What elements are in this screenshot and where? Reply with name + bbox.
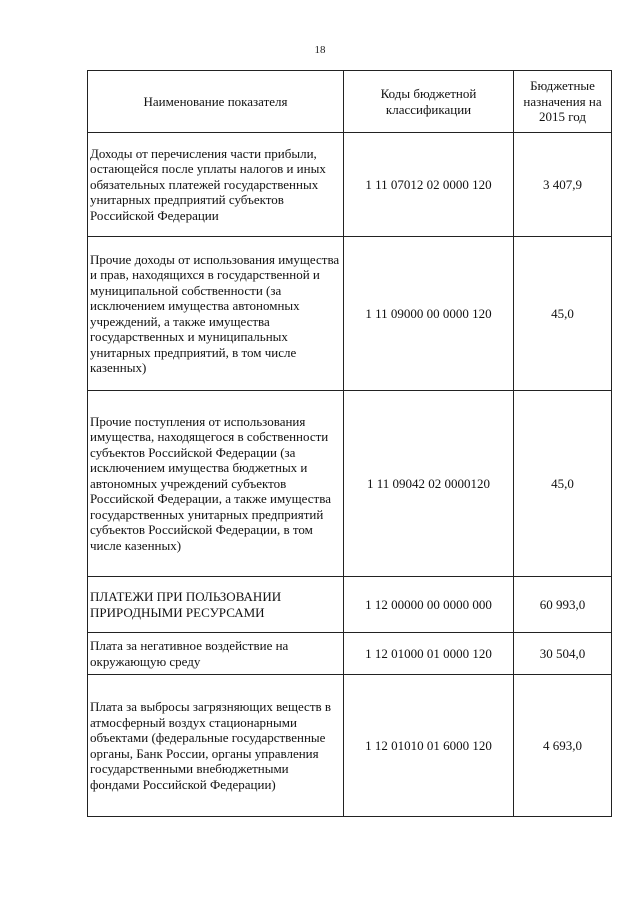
table-header-row [88,71,612,133]
row-name: Доходы от перечисления части прибыли, остающейся после уплаты налогов и иных обязательных платежей государственных унитарных предприятий субъектов Российской Федерации [88,133,344,237]
row-name: Плата за негативное воздействие на окружающую среду [88,633,344,675]
row-name: Прочие поступления от использования имущества, находящегося в собственности субъектов Российской Федерации (за исключением имущества бюджетных и автономных учреждений субъектов Российской Федерации, а также имущества государственных унитарных предприятий субъектов Российской Федерации, в том числе казенных) [88,391,344,577]
table-row [88,391,612,577]
row-amount: 45,0 [514,391,612,577]
row-code: 1 12 01010 01 6000 120 [344,675,514,817]
row-code: 1 12 00000 00 0000 000 [344,577,514,633]
row-name: ПЛАТЕЖИ ПРИ ПОЛЬЗОВАНИИ ПРИРОДНЫМИ РЕСУРСАМИ [88,577,344,633]
row-amount: 3 407,9 [514,133,612,237]
table-row [88,675,612,817]
row-code: 1 11 09042 02 0000120 [344,391,514,577]
table-row [88,237,612,391]
table-row [88,133,612,237]
budget-table [87,70,612,817]
row-code: 1 11 07012 02 0000 120 [344,133,514,237]
header-amount: Бюджетные назначения на 2015 год [514,71,612,133]
header-code: Коды бюджетной классификации [344,71,514,133]
table-row [88,633,612,675]
row-amount: 4 693,0 [514,675,612,817]
row-name: Прочие доходы от использования имущества и прав, находящихся в государственной и муниципальной собственности (за исключением имущества автономных учреждений, а также имущества государственных и муниципальных унитарных предприятий, в том числе казенных) [88,237,344,391]
row-code: 1 12 01000 01 0000 120 [344,633,514,675]
row-code: 1 11 09000 00 0000 120 [344,237,514,391]
row-amount: 45,0 [514,237,612,391]
row-amount: 30 504,0 [514,633,612,675]
page-number: 18 [314,44,326,56]
table-row [88,577,612,633]
header-name: Наименование показателя [88,71,344,133]
row-name: Плата за выбросы загрязняющих веществ в атмосферный воздух стационарными объектами (федеральные государственные органы, Банк России, органы управления государственными внебюджетными фондами Российской Федерации) [88,675,344,817]
row-amount: 60 993,0 [514,577,612,633]
